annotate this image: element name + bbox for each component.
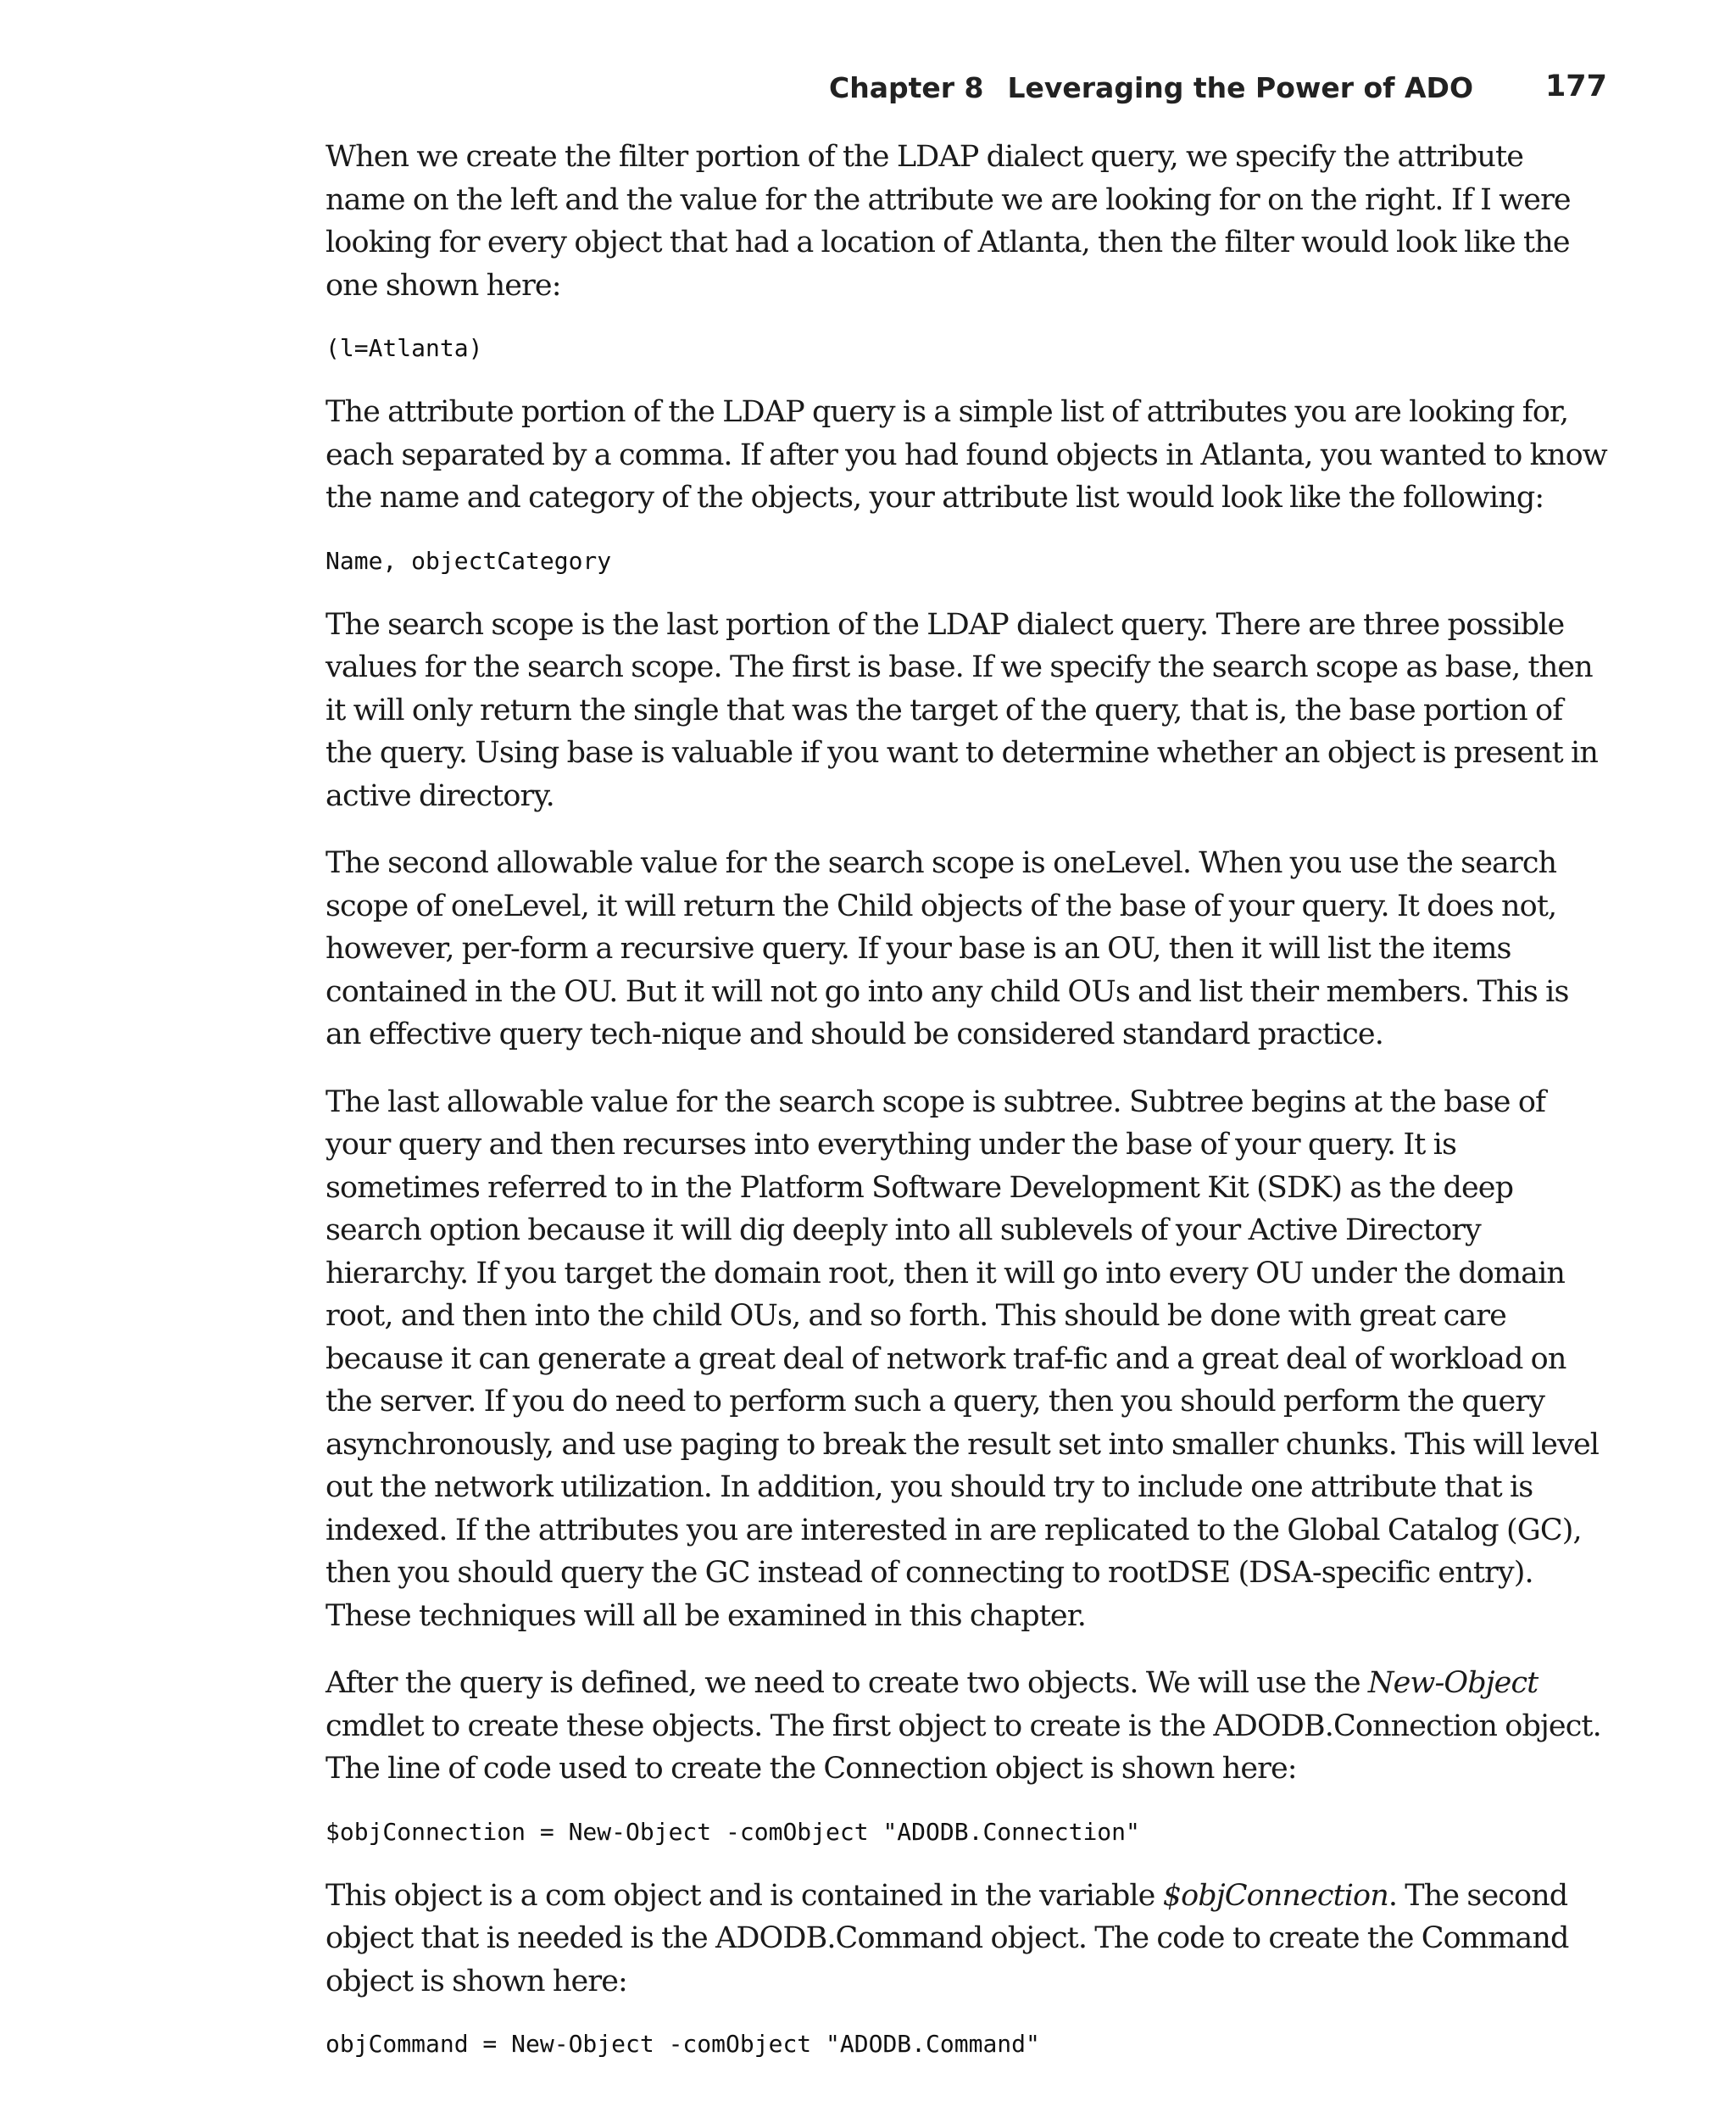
- cmdlet-name: New-Object: [1367, 1666, 1538, 1700]
- paragraph-search-scope-onelevel: The second allowable value for the search scope is oneLevel. When you use the search scope of oneLevel, it will return the Child objects of the base of your query. It does not, however, per-form a recursive query. If your base is an OU, then it will list the items contained in the OU. But it will not go into any child OUs and list their members. This is an effective query tech-nique and should be considered standard practice.: [326, 846, 1569, 1051]
- code-connection-object: $objConnection = New-Object -comObject "ADODB.Connection": [326, 1817, 1140, 1846]
- text-segment: After the query is defined, we need to create two objects. We will use the: [326, 1666, 1368, 1700]
- code-filter-example: (l=Atlanta): [326, 334, 483, 362]
- chapter-name: Leveraging the Power of ADO: [1007, 71, 1473, 104]
- chapter-title: [829, 71, 1473, 104]
- paragraph-command-object: [326, 1875, 1607, 2004]
- code-attribute-list: Name, objectCategory: [326, 546, 612, 575]
- text-segment: cmdlet to create these objects. The first object to create is the ADODB.Connection object. The line of code used to create the Connection object is shown here:: [326, 1708, 1601, 1786]
- variable-name: $objConnection: [1162, 1878, 1388, 1913]
- page-body: [326, 136, 1607, 2087]
- running-header: [326, 68, 1607, 110]
- chapter-label: Chapter 8: [829, 71, 984, 104]
- paragraph-attributes: The attribute portion of the LDAP query is a simple list of attributes you are looking for, each separated by a comma. If after you had found objects in Atlanta, you wanted to know the name and category of the objects, your attribute list would look like the following:: [326, 395, 1607, 515]
- text-segment: This object is a com object and is contained in the variable: [326, 1878, 1163, 1913]
- paragraph-create-objects: [326, 1662, 1607, 1791]
- paragraph-filter: When we create the filter portion of the LDAP dialect query, we specify the attribute name on the left and the value for the attribute we are looking for on the right. If I were looking for every object that had a location of Atlanta, then the filter would look like the one shown here:: [326, 140, 1571, 303]
- paragraph-search-scope-subtree: The last allowable value for the search scope is subtree. Subtree begins at the base of your query and then recurses into everything under the base of your query. It is sometimes referred to in the Platform Software Development Kit (SDK) as the deep search option because it will dig deeply into all sublevels of your Active Directory hierarchy. If you target the domain root, then it will go into every OU under the domain root, and then into the child OUs, and so forth. This should be done with great care because it can generate a great deal of network traf-fic and a great deal of workload on the server. If you do need to perform such a query, then you should perform the query asynchronously, and use paging to break the result set into smaller chunks. This will level out the network utilization. In addition, you should try to include one attribute that is indexed. If the attributes you are interested in are replicated to the Global Catalog (GC), then you should query the GC instead of connecting to rootDSE (DSA-specific entry). These techniques will all be examined in this chapter.: [326, 1084, 1600, 1633]
- text-segment: . The second object that is needed is the ADODB.Command object. The code to create the Command object is shown here:: [326, 1878, 1569, 1998]
- page-number: 177: [1544, 70, 1607, 103]
- code-command-object: objCommand = New-Object -comObject "ADODB.Command": [326, 2030, 1040, 2058]
- paragraph-search-scope-base: The search scope is the last portion of the LDAP dialect query. There are three possible values for the search scope. The first is base. If we specify the search scope as base, then it will only return the single that was the target of the query, that is, the base portion of the query. Using base is valuable if you want to determine whether an object is present in active directory.: [326, 607, 1598, 813]
